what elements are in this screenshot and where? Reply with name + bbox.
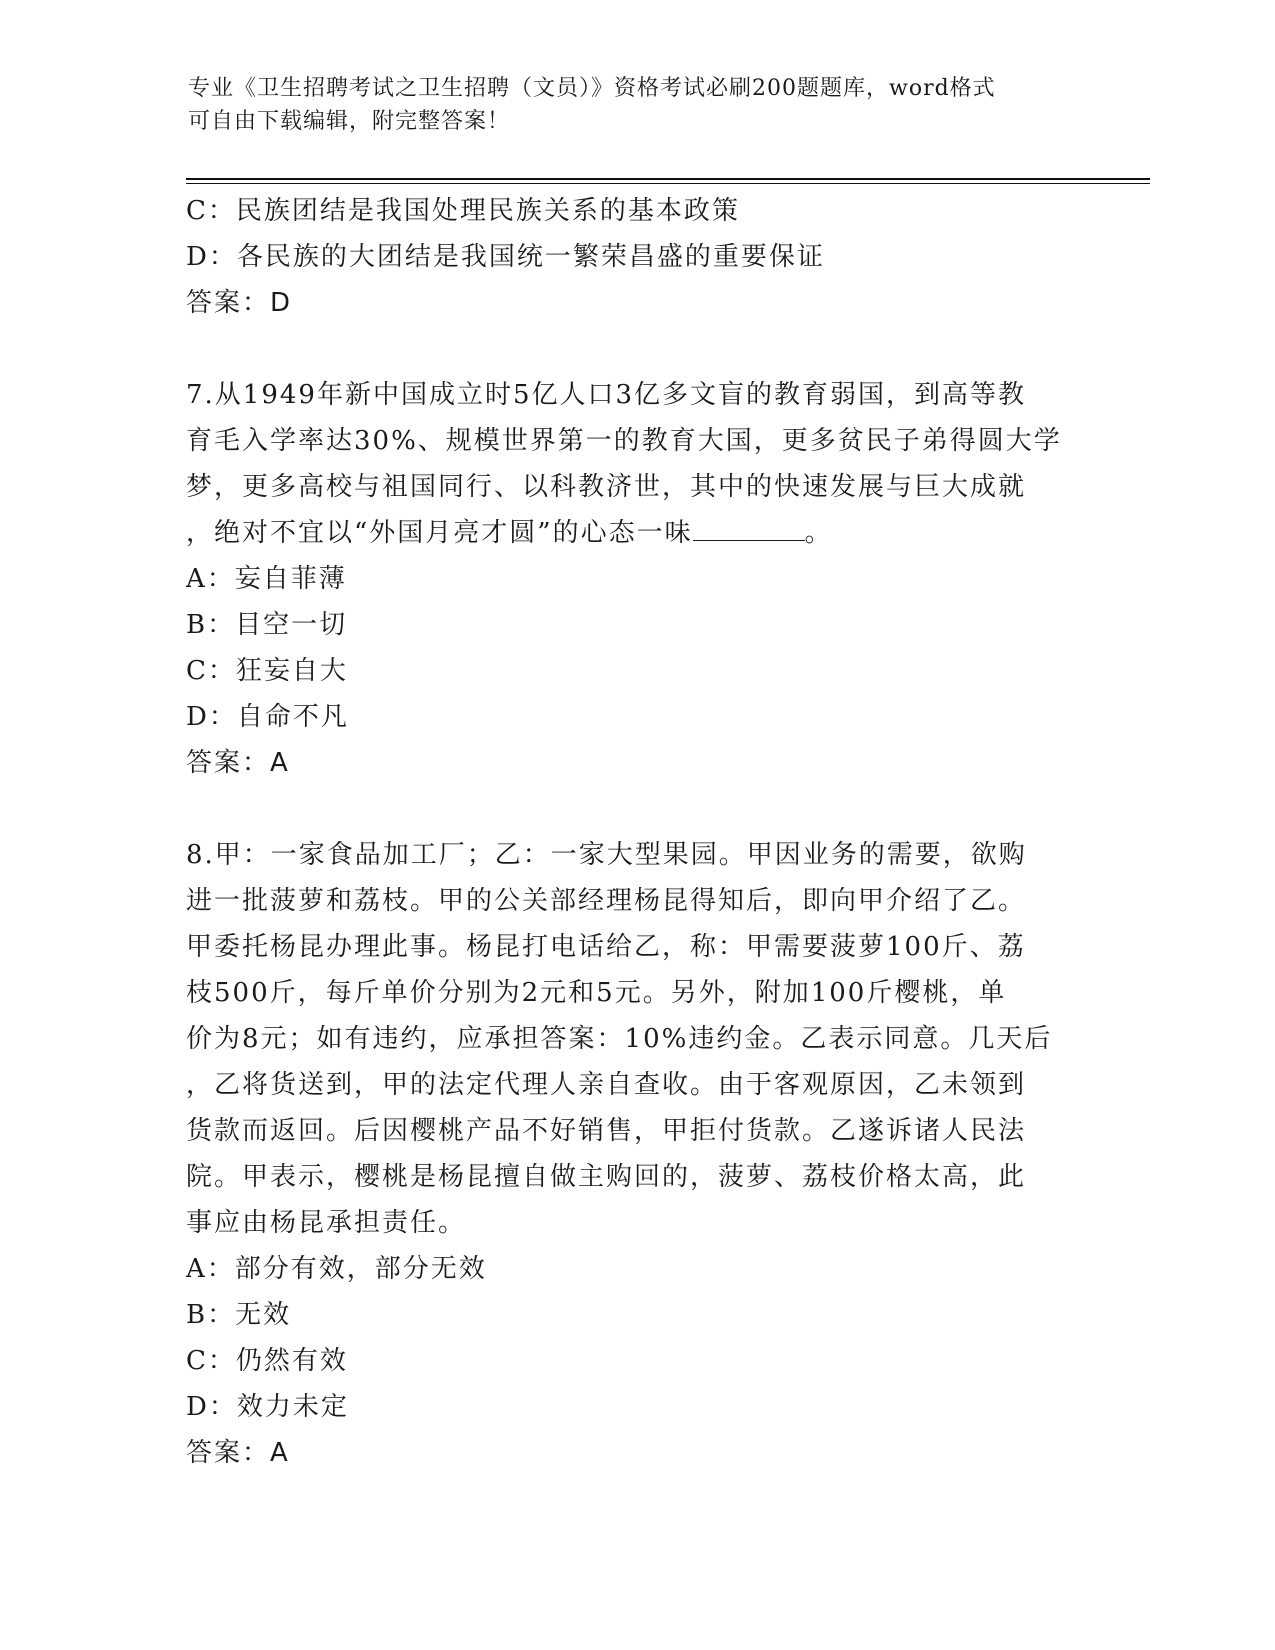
- header-line-1: 专业《卫生招聘考试之卫生招聘（文员）》资格考试必刷200题题库，word格式: [188, 76, 996, 101]
- q7-option-c: C：狂妄自大: [186, 656, 348, 686]
- q8-stem-line-7: 货款而返回。后因樱桃产品不好销售，甲拒付货款。乙遂诉诸人民法: [186, 1116, 1027, 1146]
- q7-option-d: D：自命不凡: [186, 702, 349, 732]
- q7-answer: 答案：A: [186, 748, 290, 778]
- q8-stem-line-6: ，乙将货送到，甲的法定代理人亲自查收。由于客观原因，乙未领到: [186, 1070, 1027, 1100]
- q8-option-a: A：部分有效，部分无效: [186, 1254, 487, 1284]
- q8-stem-line-8: 院。甲表示，樱桃是杨昆擅自做主购回的，菠萝、荔枝价格太高，此: [186, 1162, 1027, 1192]
- header-line-2: 可自由下载编辑，附完整答案！: [188, 109, 511, 134]
- q6-option-d: D：各民族的大团结是我国统一繁荣昌盛的重要保证: [186, 242, 825, 272]
- q8-stem-line-5: 价为8元；如有违约，应承担答案：10%违约金。乙表示同意。几天后: [186, 1024, 1053, 1054]
- document-header: [188, 72, 1068, 138]
- q8-stem-line-2: 进一批菠萝和荔枝。甲的公关部经理杨昆得知后，即向甲介绍了乙。: [186, 886, 1027, 916]
- q7-option-b: B：目空一切: [186, 610, 348, 640]
- q7-stem-line-1: 7.从1949年新中国成立时5亿人口3亿多文盲的教育弱国，到高等教: [186, 380, 1027, 410]
- question-6-tail: [186, 188, 1086, 326]
- q6-answer: 答案：D: [186, 288, 293, 318]
- q8-stem-line-4: 枝500斤，每斤单价分别为2元和5元。另外，附加100斤樱桃，单: [186, 978, 1007, 1008]
- document-body: [186, 188, 1086, 1476]
- q6-option-c: C：民族团结是我国处理民族关系的基本政策: [186, 196, 740, 226]
- question-8: [186, 832, 1086, 1476]
- spacer: [186, 326, 1086, 372]
- q7-stem-line-4-text: ，绝对不宜以“外国月亮才圆”的心态一味: [186, 518, 693, 548]
- q8-stem-line-3: 甲委托杨昆办理此事。杨昆打电话给乙，称：甲需要菠萝100斤、荔: [186, 932, 1026, 962]
- q8-stem-line-9: 事应由杨昆承担责任。: [186, 1208, 467, 1238]
- q7-stem-line-4: [186, 510, 1086, 556]
- header-divider-thin: [186, 183, 1150, 184]
- q8-option-c: C：仍然有效: [186, 1346, 348, 1376]
- question-7: [186, 372, 1086, 786]
- fill-in-blank: [693, 510, 805, 541]
- header-divider-thick: [186, 178, 1150, 180]
- q8-option-d: D：效力未定: [186, 1392, 349, 1422]
- q8-stem-line-1: 8.甲：一家食品加工厂；乙：一家大型果园。甲因业务的需要，欲购: [186, 840, 1027, 870]
- spacer: [186, 786, 1086, 832]
- q7-option-a: A：妄自菲薄: [186, 564, 347, 594]
- q8-answer: 答案：A: [186, 1438, 290, 1468]
- q7-stem-line-4-end: 。: [804, 518, 833, 548]
- q7-stem-line-3: 梦，更多高校与祖国同行、以科教济世，其中的快速发展与巨大成就: [186, 472, 1027, 502]
- q7-stem-line-2: 育毛入学率达30%、规模世界第一的教育大国，更多贫民子弟得圆大学: [186, 426, 1062, 456]
- q8-option-b: B：无效: [186, 1300, 292, 1330]
